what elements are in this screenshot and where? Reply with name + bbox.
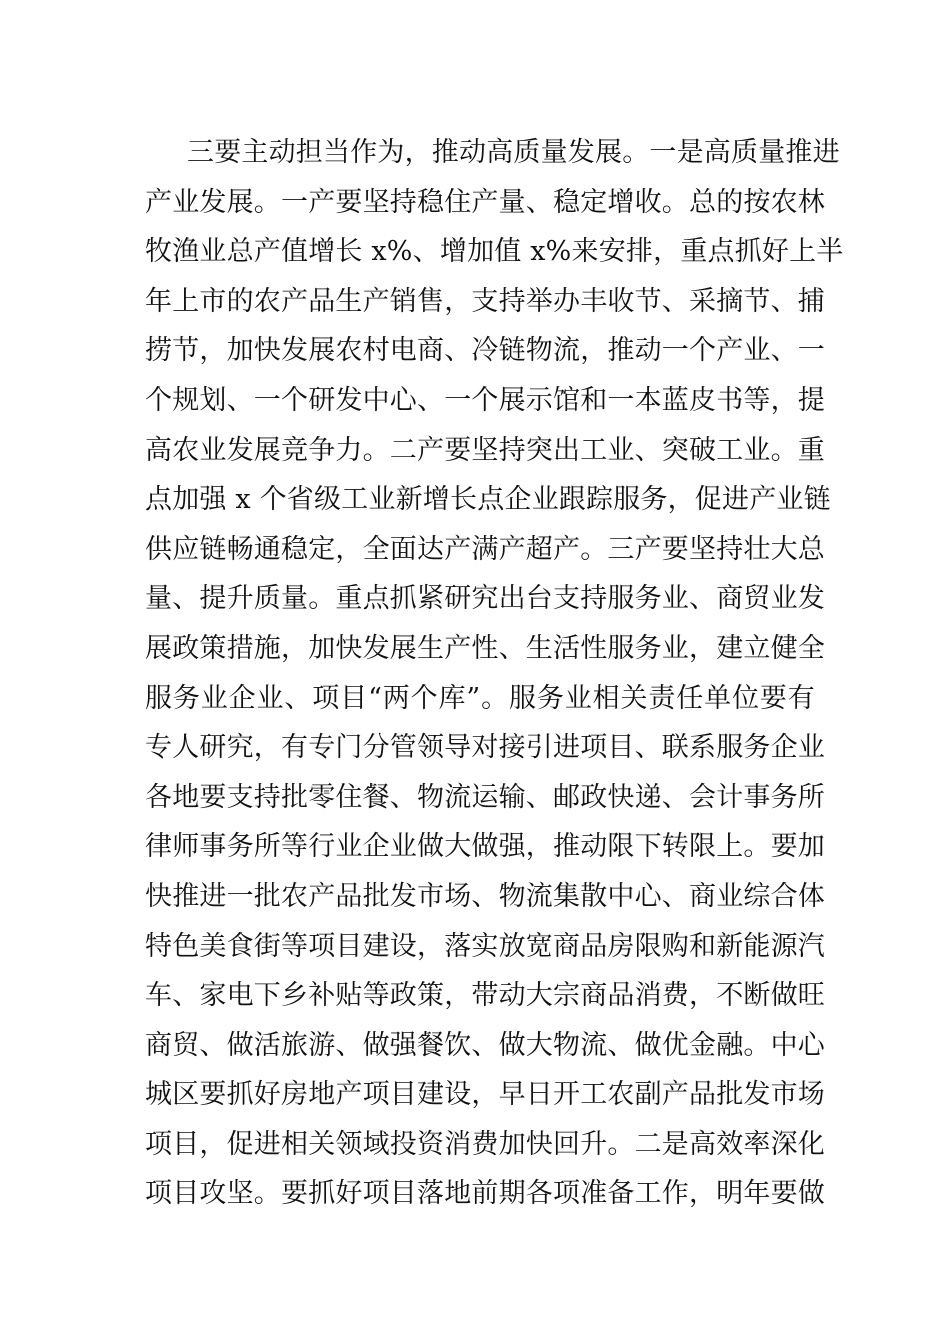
text-line: 服务业企业、项目“两个库”。服务业相关责任单位要有 [145, 682, 815, 714]
text-line: 供应链畅通稳定，全面达产满产超产。三产要坚持壮大总 [145, 533, 825, 565]
text-line: 点加强 x 个省级工业新增长点企业跟踪服务，促进产业链 [145, 484, 831, 516]
text-line: 项目攻坚。要抓好项目落地前期各项准备工作，明年要做 [145, 1178, 825, 1210]
text-line: 量、提升质量。重点抓紧研究出台支持服务业、商贸业发 [145, 583, 825, 615]
text-line: 车、家电下乡补贴等政策，带动大宗商品消费，不断做旺 [145, 980, 825, 1012]
text-line: 商贸、做活旅游、做强餐饮、做大物流、做优金融。中心 [145, 1029, 825, 1061]
text-line: 城区要抓好房地产项目建设，早日开工农副产品批发市场 [145, 1079, 825, 1111]
text-line: 特色美食街等项目建设，落实放宽商品房限购和新能源汽 [145, 930, 825, 962]
text-line: 高农业发展竞争力。二产要坚持突出工业、突破工业。重 [145, 434, 825, 466]
text-line: 专人研究，有专门分管领导对接引进项目、联系服务企业 [145, 732, 825, 764]
text-line: 各地要支持批零住餐、物流运输、邮政快递、会计事务所 [145, 781, 825, 813]
text-line: 牧渔业总产值增长 x%、增加值 x%来安排，重点抓好上半 [145, 236, 844, 268]
text-line: 快推进一批农产品批发市场、物流集散中心、商业综合体 [145, 880, 825, 912]
text-line: 展政策措施，加快发展生产性、生活性服务业，建立健全 [145, 632, 825, 664]
body-paragraph [145, 128, 844, 1219]
text-line: 个规划、一个研发中心、一个展示馆和一本蓝皮书等，提 [145, 384, 825, 416]
text-line: 律师事务所等行业企业做大做强，推动限下转限上。要加 [145, 831, 825, 863]
text-line: 产业发展。一产要坚持稳住产量、稳定增收。总的按农林 [145, 186, 825, 218]
text-line: 三要主动担当作为，推动高质量发展。一是高质量推进 [187, 137, 840, 168]
text-line: 捞节，加快发展农村电商、冷链物流，推动一个产业、一 [145, 335, 825, 367]
text-line: 年上市的农产品生产销售，支持举办丰收节、采摘节、捕 [145, 285, 825, 317]
text-line: 项目，促进相关领域投资消费加快回升。二是高效率深化 [145, 1128, 825, 1160]
